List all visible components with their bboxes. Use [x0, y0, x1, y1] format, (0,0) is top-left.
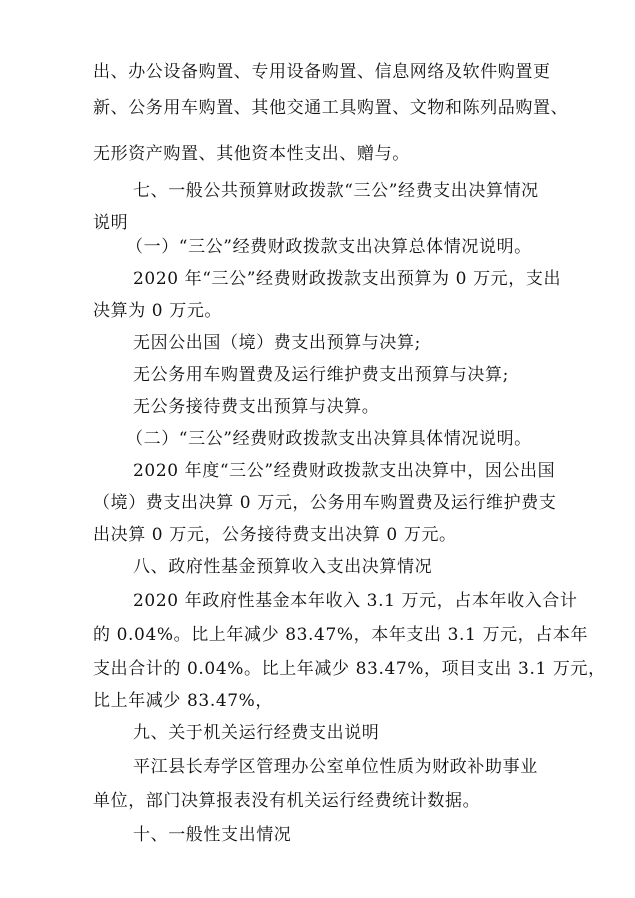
- text-line: 2020 年“三公”经费财政拨款支出预算为 0 万元，支出: [133, 269, 562, 289]
- section-heading-10: 十、一般性支出情况: [133, 825, 292, 845]
- section-heading-7-cont: 说明: [93, 213, 129, 233]
- text-line: 无因公出国（境）费支出预算与决算;: [133, 333, 421, 353]
- text-line: （境）费支出决算 0 万元，公务用车购置费及运行维护费支: [93, 493, 557, 513]
- subsection-heading-1: （一）“三公”经费财政拨款支出决算总体情况说明。: [126, 237, 532, 257]
- text-line: 新、公务用车购置、其他交通工具购置、文物和陈列品购置、: [93, 98, 569, 118]
- text-line: 单位，部门决算报表没有机关运行经费统计数据。: [93, 791, 481, 811]
- text-line: 支出合计的 0.04%。比上年减少 83.47%，项目支出 3.1 万元，: [93, 659, 606, 679]
- section-heading-8: 八、政府性基金预算收入支出决算情况: [133, 557, 433, 577]
- text-line: 2020 年度“三公”经费财政拨款支出决算中，因公出国: [133, 461, 556, 481]
- section-heading-9: 九、关于机关运行经费支出说明: [133, 723, 380, 743]
- text-line: 的 0.04%。比上年减少 83.47%，本年支出 3.1 万元，占本年: [93, 625, 589, 645]
- text-line: 决算为 0 万元。: [93, 301, 223, 321]
- text-line: 无形资产购置、其他资本性支出、赠与。: [93, 144, 410, 164]
- text-line: 无公务用车购置费及运行维护费支出预算与决算;: [133, 365, 509, 385]
- text-line: 2020 年政府性基金本年收入 3.1 万元，占本年收入合计: [133, 591, 578, 611]
- text-line: 出决算 0 万元，公务接待费支出决算 0 万元。: [93, 525, 457, 545]
- section-heading-7: 七、一般公共预算财政拨款“三公”经费支出决算情况: [133, 181, 539, 201]
- text-line: 比上年减少 83.47%，: [93, 691, 274, 711]
- text-line: 无公务接待费支出预算与决算。: [133, 397, 380, 417]
- subsection-heading-2: （二）“三公”经费财政拨款支出决算具体情况说明。: [126, 429, 532, 449]
- text-line: 平江县长寿学区管理办公室单位性质为财政补助事业: [133, 757, 538, 777]
- text-line: 出、办公设备购置、专用设备购置、信息网络及软件购置更: [93, 62, 551, 82]
